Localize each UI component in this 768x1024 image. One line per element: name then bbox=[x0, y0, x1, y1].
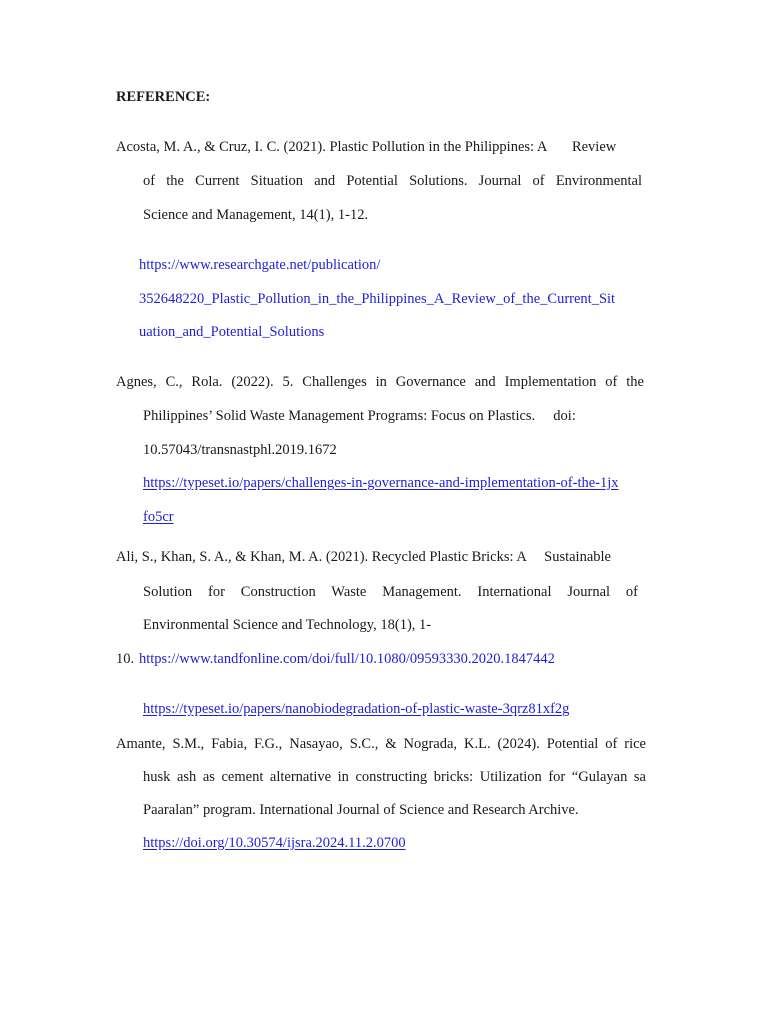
reference-2-link-line-2[interactable]: fo5cr bbox=[143, 509, 174, 525]
reference-1-line-2: of the Current Situation and Potential Solutions. Journal of Environmental bbox=[143, 173, 642, 189]
reference-1-link-line-2[interactable]: 352648220_Plastic_Pollution_in_the_Philippines_A_Review_of_the_Current_Sit bbox=[139, 291, 616, 307]
references-heading: REFERENCE: bbox=[116, 89, 211, 105]
reference-4-line-2: husk ash as cement alternative in constructing bricks: Utilization for “Gulayan sa bbox=[143, 769, 646, 785]
reference-3-line-2: Solution for Construction Waste Management. International Journal of bbox=[143, 584, 638, 600]
reference-4-link[interactable]: https://doi.org/10.30574/ijsra.2024.11.2.0700 bbox=[143, 835, 406, 851]
reference-1-link-line-1[interactable]: https://www.researchgate.net/publication/ bbox=[139, 257, 381, 273]
reference-3-line-3: Environmental Science and Technology, 18(1), 1- bbox=[143, 617, 432, 633]
reference-2-line-2: Philippines’ Solid Waste Management Programs: Focus on Plastics. doi: bbox=[143, 408, 576, 424]
reference-3-link[interactable]: https://www.tandfonline.com/doi/full/10.1080/09593330.2020.1847442 bbox=[139, 651, 555, 667]
reference-1-link-line-3[interactable]: uation_and_Potential_Solutions bbox=[139, 324, 325, 340]
reference-1-line-1: Acosta, M. A., & Cruz, I. C. (2021). Plastic Pollution in the Philippines: A Review bbox=[116, 139, 617, 155]
reference-3-line-1: Ali, S., Khan, S. A., & Khan, M. A. (2021). Recycled Plastic Bricks: A Sustainable bbox=[116, 549, 611, 565]
reference-2-line-3: 10.57043/transnastphl.2019.1672 bbox=[143, 442, 337, 458]
reference-3-page-end: 10. bbox=[116, 651, 135, 667]
reference-1-line-3: Science and Management, 14(1), 1-12. bbox=[143, 207, 369, 223]
reference-2-link-line-1[interactable]: https://typeset.io/papers/challenges-in-governance-and-implementation-of-the-1jx bbox=[143, 475, 619, 491]
reference-2-line-1: Agnes, C., Rola. (2022). 5. Challenges in Governance and Implementation of the bbox=[116, 374, 644, 390]
reference-4-line-1: Amante, S.M., Fabia, F.G., Nasayao, S.C., & Nograda, K.L. (2024). Potential of rice bbox=[116, 736, 646, 752]
reference-3-extra-link[interactable]: https://typeset.io/papers/nanobiodegradation-of-plastic-waste-3qrz81xf2g bbox=[143, 701, 570, 717]
reference-4-line-3: Paaralan” program. International Journal of Science and Research Archive. bbox=[143, 802, 579, 818]
